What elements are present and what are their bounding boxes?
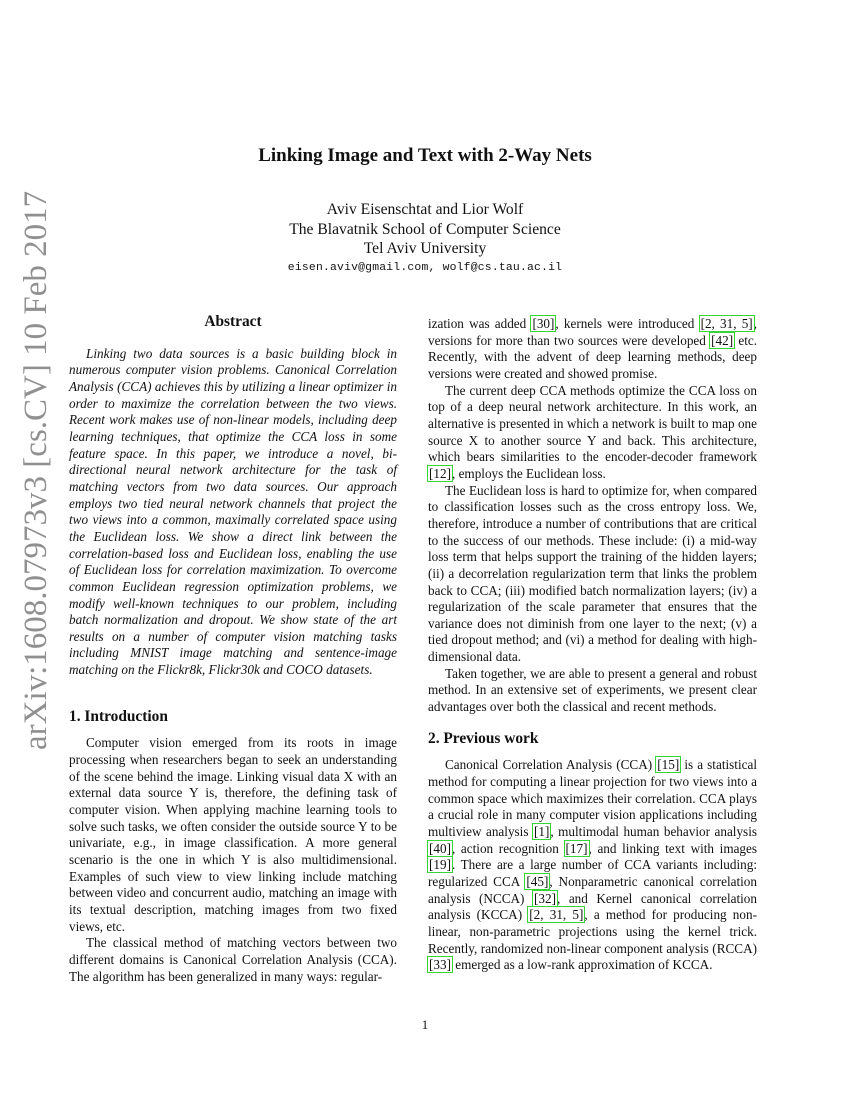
affiliation-school: The Blavatnik School of Computer Science (289, 220, 561, 238)
text-span: . There are a large number of CCA variants including: regularized CCA (428, 857, 757, 889)
text-span: , kernels were introduced (555, 316, 700, 331)
intro-paragraph-1: Computer vision emerged from its roots in image processing when researchers began to seek an understanding of the scene behind the image. Linking visual data X with an external data source Y is, therefore, the defining task of computer vision. When applying machine learning tools to solve such tasks, we often consider the outside source Y to be univariate, e.g., in image classification. A more general scenario is the one in which Y is also multidimensional. Examples of such view to view linking include matching between video and concurrent audio, matching an image with its textual description, matching images from two fixed views, etc. (69, 735, 397, 934)
text-span: , versions for more than two sources were developed (428, 316, 757, 348)
text-span: , a method for producing non-linear, non-parametric projections using the kernel trick. Recently, randomized non-linear component analysis (RCCA) (428, 907, 757, 956)
citation-link[interactable]: [42] (711, 332, 734, 348)
citation-link[interactable]: [12] (429, 465, 451, 481)
page-number: 1 (421, 1017, 429, 1032)
intro-paragraph-3 (428, 383, 757, 483)
citation-link[interactable]: [2, 31, 5] (529, 907, 584, 923)
citation-link[interactable]: [17] (565, 840, 588, 856)
text-span: is a statistical method for computing a linear projection for two views into a common space which maximizes their correlation. CCA plays a crucial role in many computer vision applications including multiview analysis (428, 757, 757, 840)
paper-title: Linking Image and Text with 2-Way Nets (258, 145, 592, 166)
citation-link[interactable]: [2, 31, 5] (700, 316, 753, 331)
abstract-text: Linking two data sources is a basic building block in numerous computer vision problems. Canonical Correlation Analysis (CCA) achieves this by utilizing a linear optimizer in order to maximize the correlation between the two views. Recent work makes use of non-linear models, including deep learning techniques, that optimize the CCA loss in some feature space. In this paper, we introduce a novel, bi-directional neural network architecture for the task of matching vectors from two data sources. Our approach employs two tied neural network channels that project the two views into a common, maximally correlated space using the Euclidean loss. We show a direct link between the correlation-based loss and Euclidean loss, enabling the use of Euclidean loss for correlation maximization. To overcome common Euclidean regression optimization problems, we modify well-known techniques to our problem, including batch normalization and dropout. We show state of the art results on a number of computer vision matching tasks including MNIST image matching and sentence-image matching on the Flickr8k, Flickr30k and COCO datasets. (69, 345, 397, 678)
text-span: , Nonparametric canonical correlation analysis (NCCA) (428, 874, 757, 906)
text-span: , and Kernel canonical correlation analysis (KCCA) (428, 890, 757, 923)
text-span: etc. Recently, with the advent of deep learning methods, deep versions were created and showed promise. (428, 332, 758, 381)
right-column (428, 316, 757, 974)
author-emails: eisen.aviv@gmail.com, wolf@cs.tau.ac.il (287, 262, 563, 274)
text-span: , employs the Euclidean loss. (451, 465, 606, 481)
text-span: Canonical Correlation Analysis (CCA) (445, 757, 657, 773)
previous-work-paragraph (428, 757, 757, 974)
text-span: emerged as a low-rank approximation of KCCA. (451, 957, 713, 973)
citation-link[interactable]: [32] (534, 890, 556, 906)
authors-line: Aviv Eisenschtat and Lior Wolf (326, 201, 524, 218)
citation-link[interactable]: [45] (526, 874, 549, 889)
author-block (0, 200, 850, 259)
intro-paragraph-5: Taken together, we are able to present a general and robust method. In an extensive set of experiments, we present clear advantages over both the classical and recent methods. (428, 665, 757, 715)
citation-link[interactable]: [30] (532, 316, 555, 331)
intro-paragraph-4: The Euclidean loss is hard to optimize for, when compared to classification losses such as the cross entropy loss. We, therefore, introduce a number of contributions that are critical to the success of our methods. These include: (i) a mid-way loss term that helps support the training of the hidden layers; (ii) a decorrelation regularization term that links the problem back to CCA; (iii) modified batch normalization layers; (iv) a regularization of the scale parameter that ensures that the variance does not diminish from one layer to the next; (v) a tied dropout method; and (vi) a method for dealing with high-dimensional data. (428, 482, 757, 665)
previous-work-heading: 2. Previous work (428, 729, 539, 747)
text-span: The current deep CCA methods optimize the CCA loss on top of a deep neural network architecture. In this work, an alternative is presented in which a network is built to map one source X to another source Y and back. This architecture, which bears similarities to the encoder-decoder framework (428, 382, 757, 465)
affiliation-university: Tel Aviv University (363, 240, 487, 257)
citation-link[interactable]: [15] (657, 757, 680, 773)
text-span: ization was added (428, 316, 532, 331)
intro-paragraph-2-continued (428, 316, 757, 383)
text-span: , action recognition (451, 840, 565, 856)
introduction-heading: 1. Introduction (69, 707, 168, 725)
citation-link[interactable]: [40] (429, 840, 451, 856)
citation-link[interactable]: [1] (533, 824, 550, 840)
citation-link[interactable]: [19] (429, 857, 451, 873)
intro-paragraph-2: The classical method of matching vectors between two different domains is Canonical Correlation Analysis (CCA). The algorithm has been generalized in many ways: regular- (69, 935, 397, 984)
arxiv-stamp: arXiv:1608.07973v3 [cs.CV] 10 Feb 2017 (18, 190, 54, 750)
text-span: , multimodal human behavior analysis (550, 824, 757, 840)
citation-link[interactable]: [33] (429, 957, 451, 973)
abstract-heading: Abstract (204, 313, 262, 330)
text-span: , and linking text with images (588, 840, 758, 856)
left-column (69, 314, 397, 985)
